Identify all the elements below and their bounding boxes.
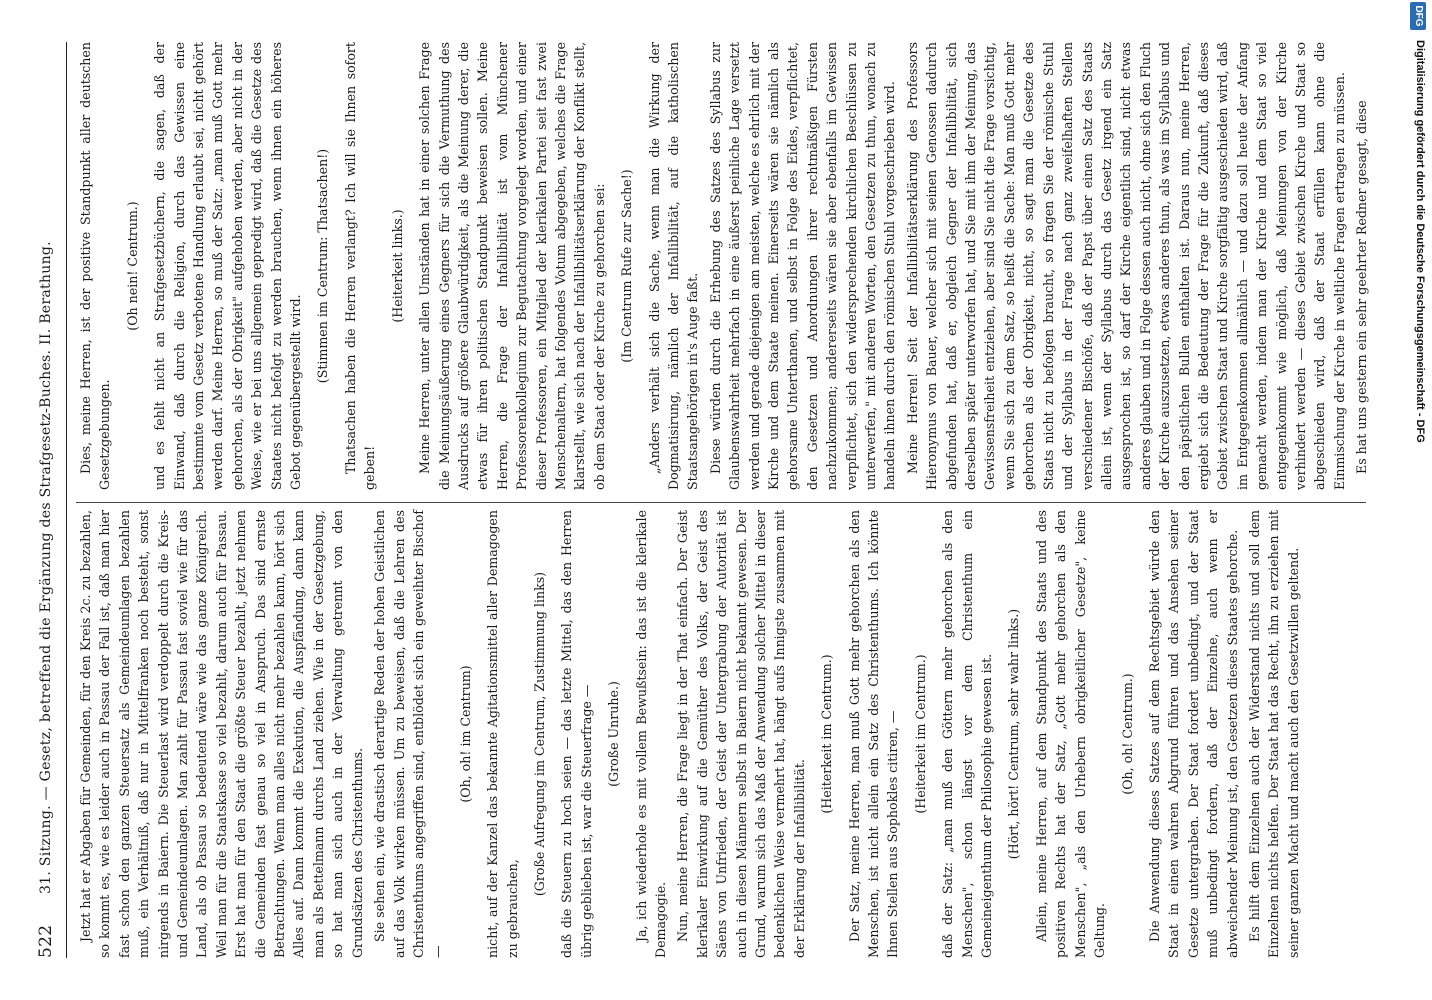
paragraph: Es hilft dem Einzelnen auch der Widerstand nichts und soll dem Einzelnen nichts helfen. Der Staat hat das Recht, ihn zu erziehen mit seiner ganzen Macht und macht auch den Gesetzwillen geltend. [1246, 510, 1301, 958]
stage-direction: (Im Centrum Rufe zur Sache!) [619, 169, 635, 363]
stage-direction: (Große Aufregung im Centrum, Zustimmung links) [531, 571, 547, 897]
paragraph: und es fehlt nicht an Strafgesetzbüchern, die sagen, daß der Einwand, daß durch die Religion, durch das Gewissen eine bestimmte vom Gesetz verbotene Handlung erlaubt sei, nicht gehört werden darf. Meine Herren, so muß der Satz: „man muß Gott mehr gehorchen, als der Obrigkeit" aufgehoben werden, aber nicht in der Weise, wie er bei uns allgemein gepredigt wird, daß die Gesetze des Staates nicht befolgt zu werden brauchen, wenn ihnen ein höheres Gebot gegenübergestellt wird. [152, 42, 304, 490]
paragraph: Nun, meine Herren, die Frage liegt in der That einfach. Der Geist klerikaler Einwirkung auf die Gemüther des Volks, der Geist des Säens von Unfrieden, der Geist der Untergrabung der Autorität ist auch in diesen Männern selbst in Baiern nicht bekannt gewesen. Der Grund, warum sich das Maß der Anwendung solcher Mittel in dieser bedenklichen Weise vermehrt hat, hängt aufs Innigste zusammen mit der Erklärung der Infallibilität. [675, 510, 807, 958]
stage-direction: (Hört, hört! Centrum, sehr wahr links.) [1006, 608, 1022, 860]
paragraph: Der Satz, meine Herren, man muß Gott mehr gehorchen als den Menschen, ist nicht allein ein Satz des Christenthums. Ich könnte Ihnen Stellen aus Sophokles citiren, — [846, 510, 901, 958]
stage-direction: (Oh, oh! Centrum.) [1119, 673, 1135, 795]
paragraph: Die Anwendung dieses Satzes auf dem Rechtsgebiet würde den Staat in einen wahren Abgrund führen und das Ansehen seiner Gesetze untergraben. Der Staat fordert unbedingt, und der Staat muß unbedingt fordern, daß der Einzelne, auch wenn er abweichender Meinung ist, den Gesetzen dieses Staates gehorche. [1146, 510, 1240, 958]
stage-direction: (Große Unruhe.) [606, 681, 622, 787]
paragraph: Allein, meine Herren, auf dem Standpunkt des Staats und des positiven Rechts hat der Satz, „Gott mehr gehorchen als den Menschen", „als den Urhebern obrigkeitlicher Gesetze", keine Geltung. [1033, 510, 1108, 958]
paragraph: „Anders verhält sich die Sache, wenn man die Wirkung der Dogmatisirung, nämlich der Infallibilität, auf die katholischen Staatsangehörigen in's Auge faßt. [646, 42, 701, 490]
page-header [30, 42, 67, 958]
dfg-logo-text: DFG [1413, 5, 1424, 27]
paragraph: Ja, ich wiederhole es mit vollem Bewußtsein: das ist die klerikale Demagogie. [633, 510, 668, 958]
paragraph: Sie sehen ein, wie drastisch derartige Reden der hohen Geistlichen auf das Volk wirken müssen. Um zu beweisen, daß die Lehren des Christenthums angegriffen sind, entblödet sich ein geweihter Bischof — [372, 510, 446, 958]
paragraph: daß der Satz: „man muß den Göttern mehr gehorchen als den Menschen", schon längst vor dem Christenthum ein Gemeineigenthum der Philosophie gewesen ist. [940, 510, 995, 958]
column-divider [76, 502, 1366, 503]
paragraph: Meine Herren! Seit der Infallibilitätserklärung des Professors Hieronymus von Bauer, welcher sich mit seinen Genossen dadurch abgefunden hat, daß er, obgleich Gegner der Infallibilität, sich derselben später unterworfen hat, und Sie mit ihm der Meinung, das Gewissensfreiheit entziehen, aber sind Sie nicht die Frage vorsichtig, wenn Sie sich zu dem Satz, so heißt die Sache: Man muß Gott mehr gehorchen als der Obrigkeit, nicht, so sagt man die Gesetze des Staats nicht zu befolgen braucht, so fragen Sie der römische Stuhl und der Syllabus in der Frage nach ganz zweifelhaften Stellen verschiedener Bischöfe, daß der Papst über einen Satz des Staats allein ist, wenn der Syllabus durch das Gesetz irgend ein Satz ausgesprochen ist, so darf der Kirche eigentlich sind, nicht etwas anderes glauben und in Folge dessen auch nicht, ohne sich den Fluch der Kirche auszusetzen, etwas anderes thun, als was im Syllabus und den päpstlichen Bullen enthalten ist. Daraus nun, meine Herren, ergiebt sich die Bedeutung der Frage für die Zukunft, daß dieses Gebiet zwischen Staat und Kirche sorgfältig ausgeschieden wird, daß im Entgegenkommen allmählich — und dazu soll heute der Anfang gemacht werden, indem man der Kirche und dem Staat so viel entgegenkommt wie möglich, daß Meinungen von der Kirche verhindert werden — dieses Gebiet zwischen Kirche und Staat so abgeschieden wird, daß der Staat erfüllen kann ohne die Einmischung der Kirche in weltliche Fragen ertragen zu müssen. [904, 42, 1347, 490]
stage-direction: (Heiterkeit im Centrum.) [912, 654, 928, 814]
right-text-column [76, 42, 1370, 490]
stage-direction: (Oh, oh! im Centrum) [457, 665, 473, 803]
digitization-credit [1406, 40, 1426, 980]
paragraph: nicht, auf der Kanzel das bekannte Agitationsmittel aller Demagogen zu gebrauchen, [485, 510, 520, 958]
paragraph: Jetzt hat er Abgaben für Gemeinden, für den Kreis 2c. zu bezahlen, so kommt es, wie es leider auch in Passau der Fall ist, daß man hier fast schon den ganzen Steuersatz als Gemeindeumlagen bezahlen muß, ein Verhältniß, daß nur in Mittelfranken noch besteht, sonst nirgends in Baiern. Die Steuerlast wird verdoppelt durch die Kreis- und Gemeindeumlagen. Man zahlt für Passau fast soviel wie für das Land, als ob Passau so bedeutend wäre wie das ganze Königreich. Weil man für die Staatskasse so viel bezahlt, darum auch für Passau. Erst hat man für den Staat die größte Steuer bezahlt, jetzt nehmen die Gemeinden fast genau so viel in Anspruch. Das sind ernste Betrachtungen. Wenn man alles nicht mehr bezahlen kann, hört sich Alles auf. Dann kommt die Exekution, die Auspfändung, dann kann man als Bettelmann durchs Land ziehen. Wie in der Gesetzgebung, so hat man sich auch in der Verwaltung getrennt von den Grundsätzen des Christenthums. [78, 510, 365, 958]
left-text-column [76, 510, 1366, 958]
dfg-logo-badge [1410, 2, 1426, 30]
paragraph: Dies, meine Herren, ist der positive Standpunkt aller deutschen Gesetzgebungen. [78, 42, 113, 490]
digitization-credit-text: Digitalisierung gefördert durch die Deutsche Forschungsgemeinschaft - DFG [1414, 40, 1426, 443]
paragraph: Thatsachen haben die Herren verlangt? Ich will sie Ihnen sofort geben! [342, 42, 378, 490]
paragraph: Meine Herren, unter allen Umständen hat in einer solchen Frage die Meinungsäußerung eines Gegners für sich die Vermuthung des Ausdrucks auf größere Glaubwürdigkeit, als die Meinung derer, die etwas für ihren politischen Standpunkt beweisen sollen. Meine Herren, die Frage der Infallibilität ist vom Münchener Professorenkollegium zur Begutachtung vorgelegt worden, und einer dieser Professoren, ein Mitglied der klerikalen Partei seit fast zwei Menschenaltern, hat folgendes Votum abgegeben, welches die Frage klarstellt, wie sich nach der Infallibilitätserklärung der Konflikt stellt, ob dem Staat oder der Kirche zu gehorchen sei: [417, 42, 607, 490]
stage-direction: (Stimmen im Centrum: Thatsachen!) [315, 148, 331, 384]
page-number: 522 [36, 924, 56, 958]
paragraph: daß die Steuern zu hoch seien — das letzte Mittel, das den Herren übrig geblieben ist, war die Steuerfrage — [559, 510, 594, 958]
paragraph: Diese würden durch die Erhebung des Satzes des Syllabus zur Glaubenswahrheit mehrfach in eine äußerst peinliche Lage versetzt werden und gerade diejenigen am meisten, welche es ehrlich mit der Kirche und dem Staate meinen. Einerseits wären sie nämlich als gehorsame Unterthanen, und selbst in Folge des Eides, verpflichtet, den Gesetzen und Anordnungen ihrer rechtmäßigen Fürsten nachzukommen; andererseits wären sie aber ebenfalls im Gewissen verpflichtet, sich den widersprechenden kirchlichen Beschlüssen zu unterwerfen," mit anderen Worten, den Gesetzen zu thun, wonach zu handeln ihnen durch den römischen Stuhl vorgeschrieben wird. [707, 42, 898, 490]
stage-direction: (Heiterkeit links.) [389, 209, 405, 323]
running-title: 31. Sitzung. — Gesetz, betreffend die Ergänzung des Strafgesetz-Buches. II. Berathung. [38, 241, 54, 894]
stage-direction: (Heiterkeit im Centrum.) [819, 654, 835, 814]
paragraph: Es hat uns gestern ein sehr geehrter Redner gesagt, diese [1354, 100, 1370, 474]
stage-direction: (Oh nein! Centrum.) [124, 201, 140, 331]
